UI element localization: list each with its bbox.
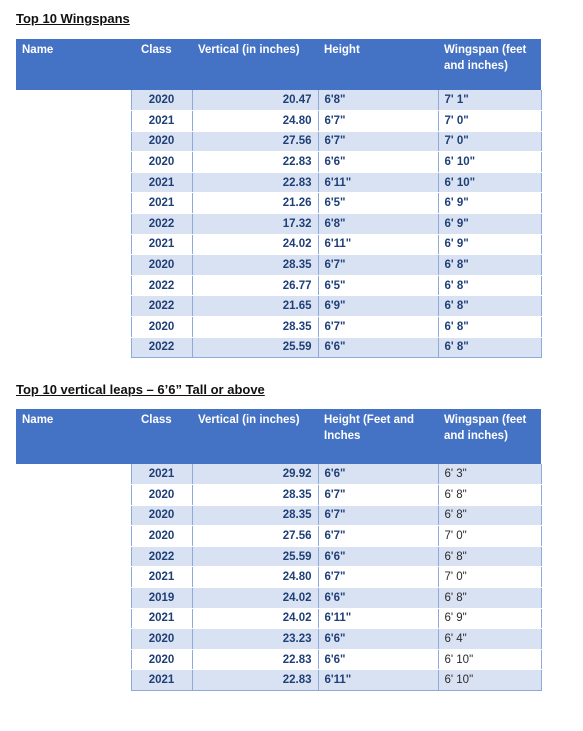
table-row — [16, 317, 541, 338]
cell-class: 2020 — [131, 255, 192, 276]
cell-class: 2020 — [131, 505, 192, 526]
cell-vertical: 22.83 — [192, 670, 318, 691]
vertical-leaps-title: Top 10 vertical leaps – 6’6” Tall or above — [16, 382, 265, 397]
table-row — [16, 629, 541, 650]
cell-vertical: 24.80 — [192, 111, 318, 132]
table-row — [16, 131, 541, 152]
cell-vertical: 25.59 — [192, 546, 318, 567]
cell-wingspan: 6' 8" — [438, 296, 541, 317]
table-row — [16, 152, 541, 173]
table-row — [16, 567, 541, 588]
header-height: Height — [318, 39, 438, 90]
cell-height: 6'11" — [318, 670, 438, 691]
cell-class: 2022 — [131, 296, 192, 317]
table-row — [16, 193, 541, 214]
cell-class: 2021 — [131, 172, 192, 193]
cell-height: 6'7" — [318, 317, 438, 338]
cell-class: 2020 — [131, 152, 192, 173]
cell-height: 6'11" — [318, 172, 438, 193]
cell-wingspan: 7' 0" — [438, 131, 541, 152]
cell-height: 6'6" — [318, 546, 438, 567]
cell-name — [16, 172, 131, 193]
cell-class: 2019 — [131, 588, 192, 609]
cell-height: 6'8" — [318, 90, 438, 111]
cell-wingspan: 6' 4" — [438, 629, 541, 650]
vertical-leaps-table — [16, 409, 542, 691]
cell-name — [16, 629, 131, 650]
cell-wingspan: 6' 10" — [438, 152, 541, 173]
cell-class: 2020 — [131, 526, 192, 547]
cell-wingspan: 6' 8" — [438, 505, 541, 526]
header-vertical: Vertical (in inches) — [192, 409, 318, 464]
cell-class: 2021 — [131, 608, 192, 629]
cell-class: 2021 — [131, 234, 192, 255]
cell-vertical: 24.80 — [192, 567, 318, 588]
cell-name — [16, 337, 131, 358]
cell-vertical: 28.35 — [192, 505, 318, 526]
cell-height: 6'8" — [318, 214, 438, 235]
cell-height: 6'7" — [318, 526, 438, 547]
cell-vertical: 20.47 — [192, 90, 318, 111]
wingspans-table-body — [16, 90, 541, 358]
table-row — [16, 588, 541, 609]
cell-vertical: 24.02 — [192, 608, 318, 629]
cell-wingspan: 7' 1" — [438, 90, 541, 111]
cell-class: 2020 — [131, 629, 192, 650]
cell-height: 6'5" — [318, 193, 438, 214]
table-row — [16, 464, 541, 485]
cell-name — [16, 152, 131, 173]
cell-wingspan: 6' 8" — [438, 546, 541, 567]
cell-name — [16, 111, 131, 132]
cell-vertical: 26.77 — [192, 275, 318, 296]
cell-height: 6'7" — [318, 505, 438, 526]
cell-wingspan: 6' 9" — [438, 234, 541, 255]
cell-vertical: 17.32 — [192, 214, 318, 235]
cell-vertical: 21.26 — [192, 193, 318, 214]
cell-name — [16, 485, 131, 506]
cell-wingspan: 6' 8" — [438, 255, 541, 276]
cell-name — [16, 505, 131, 526]
table-row — [16, 649, 541, 670]
header-vertical: Vertical (in inches) — [192, 39, 318, 90]
cell-name — [16, 193, 131, 214]
cell-name — [16, 526, 131, 547]
cell-name — [16, 131, 131, 152]
cell-class: 2020 — [131, 90, 192, 111]
cell-name — [16, 90, 131, 111]
cell-name — [16, 317, 131, 338]
cell-name — [16, 296, 131, 317]
cell-wingspan: 6' 8" — [438, 275, 541, 296]
cell-height: 6'6" — [318, 649, 438, 670]
cell-name — [16, 546, 131, 567]
cell-class: 2021 — [131, 670, 192, 691]
header-class: Class — [131, 39, 192, 90]
cell-class: 2020 — [131, 649, 192, 670]
cell-wingspan: 6' 9" — [438, 214, 541, 235]
cell-name — [16, 608, 131, 629]
cell-name — [16, 588, 131, 609]
cell-vertical: 28.35 — [192, 485, 318, 506]
cell-class: 2020 — [131, 485, 192, 506]
cell-vertical: 29.92 — [192, 464, 318, 485]
cell-height: 6'9" — [318, 296, 438, 317]
cell-name — [16, 464, 131, 485]
cell-wingspan: 6' 10" — [438, 649, 541, 670]
cell-height: 6'5" — [318, 275, 438, 296]
cell-wingspan: 6' 10" — [438, 172, 541, 193]
cell-height: 6'6" — [318, 337, 438, 358]
table-header-row — [16, 409, 541, 464]
cell-name — [16, 567, 131, 588]
cell-vertical: 24.02 — [192, 588, 318, 609]
cell-height: 6'6" — [318, 588, 438, 609]
table-row — [16, 546, 541, 567]
cell-wingspan: 6' 9" — [438, 608, 541, 629]
table-row — [16, 275, 541, 296]
cell-wingspan: 6' 9" — [438, 193, 541, 214]
table-row — [16, 111, 541, 132]
cell-class: 2022 — [131, 546, 192, 567]
cell-wingspan: 6' 8" — [438, 588, 541, 609]
cell-name — [16, 214, 131, 235]
table-row — [16, 172, 541, 193]
cell-height: 6'7" — [318, 255, 438, 276]
table-row — [16, 526, 541, 547]
cell-name — [16, 275, 131, 296]
cell-wingspan: 7' 0" — [438, 526, 541, 547]
vertical-leaps-table-body — [16, 464, 541, 691]
cell-class: 2022 — [131, 337, 192, 358]
table-row — [16, 337, 541, 358]
cell-vertical: 22.83 — [192, 649, 318, 670]
cell-wingspan: 6' 3" — [438, 464, 541, 485]
cell-height: 6'6" — [318, 629, 438, 650]
header-height: Height (Feet and Inches — [318, 409, 438, 464]
cell-height: 6'6" — [318, 152, 438, 173]
cell-wingspan: 6' 8" — [438, 317, 541, 338]
cell-height: 6'7" — [318, 567, 438, 588]
cell-vertical: 22.83 — [192, 172, 318, 193]
wingspans-table — [16, 39, 542, 358]
table-row — [16, 670, 541, 691]
cell-class: 2022 — [131, 275, 192, 296]
header-name: Name — [16, 409, 131, 464]
header-wingspan: Wingspan (feet and inches) — [438, 409, 541, 464]
cell-vertical: 28.35 — [192, 255, 318, 276]
header-wingspan: Wingspan (feet and inches) — [438, 39, 541, 90]
cell-vertical: 25.59 — [192, 337, 318, 358]
table-row — [16, 505, 541, 526]
wingspans-title: Top 10 Wingspans — [16, 11, 130, 26]
cell-class: 2020 — [131, 317, 192, 338]
cell-class: 2022 — [131, 214, 192, 235]
cell-name — [16, 255, 131, 276]
cell-wingspan: 6' 10" — [438, 670, 541, 691]
cell-vertical: 21.65 — [192, 296, 318, 317]
table-row — [16, 608, 541, 629]
cell-wingspan: 7' 0" — [438, 111, 541, 132]
cell-vertical: 22.83 — [192, 152, 318, 173]
table-header-row — [16, 39, 541, 90]
cell-vertical: 28.35 — [192, 317, 318, 338]
cell-name — [16, 649, 131, 670]
cell-wingspan: 6' 8" — [438, 485, 541, 506]
cell-height: 6'6" — [318, 464, 438, 485]
cell-class: 2021 — [131, 193, 192, 214]
cell-class: 2020 — [131, 131, 192, 152]
cell-height: 6'11" — [318, 234, 438, 255]
table-row — [16, 296, 541, 317]
cell-class: 2021 — [131, 464, 192, 485]
cell-class: 2021 — [131, 111, 192, 132]
cell-height: 6'7" — [318, 485, 438, 506]
cell-name — [16, 234, 131, 255]
cell-height: 6'7" — [318, 131, 438, 152]
header-class: Class — [131, 409, 192, 464]
cell-vertical: 27.56 — [192, 131, 318, 152]
cell-vertical: 27.56 — [192, 526, 318, 547]
header-name: Name — [16, 39, 131, 90]
cell-height: 6'11" — [318, 608, 438, 629]
table-row — [16, 234, 541, 255]
cell-vertical: 23.23 — [192, 629, 318, 650]
cell-class: 2021 — [131, 567, 192, 588]
cell-vertical: 24.02 — [192, 234, 318, 255]
cell-name — [16, 670, 131, 691]
table-row — [16, 90, 541, 111]
table-row — [16, 214, 541, 235]
cell-wingspan: 6' 8" — [438, 337, 541, 358]
cell-wingspan: 7' 0" — [438, 567, 541, 588]
cell-height: 6'7" — [318, 111, 438, 132]
table-row — [16, 255, 541, 276]
table-row — [16, 485, 541, 506]
